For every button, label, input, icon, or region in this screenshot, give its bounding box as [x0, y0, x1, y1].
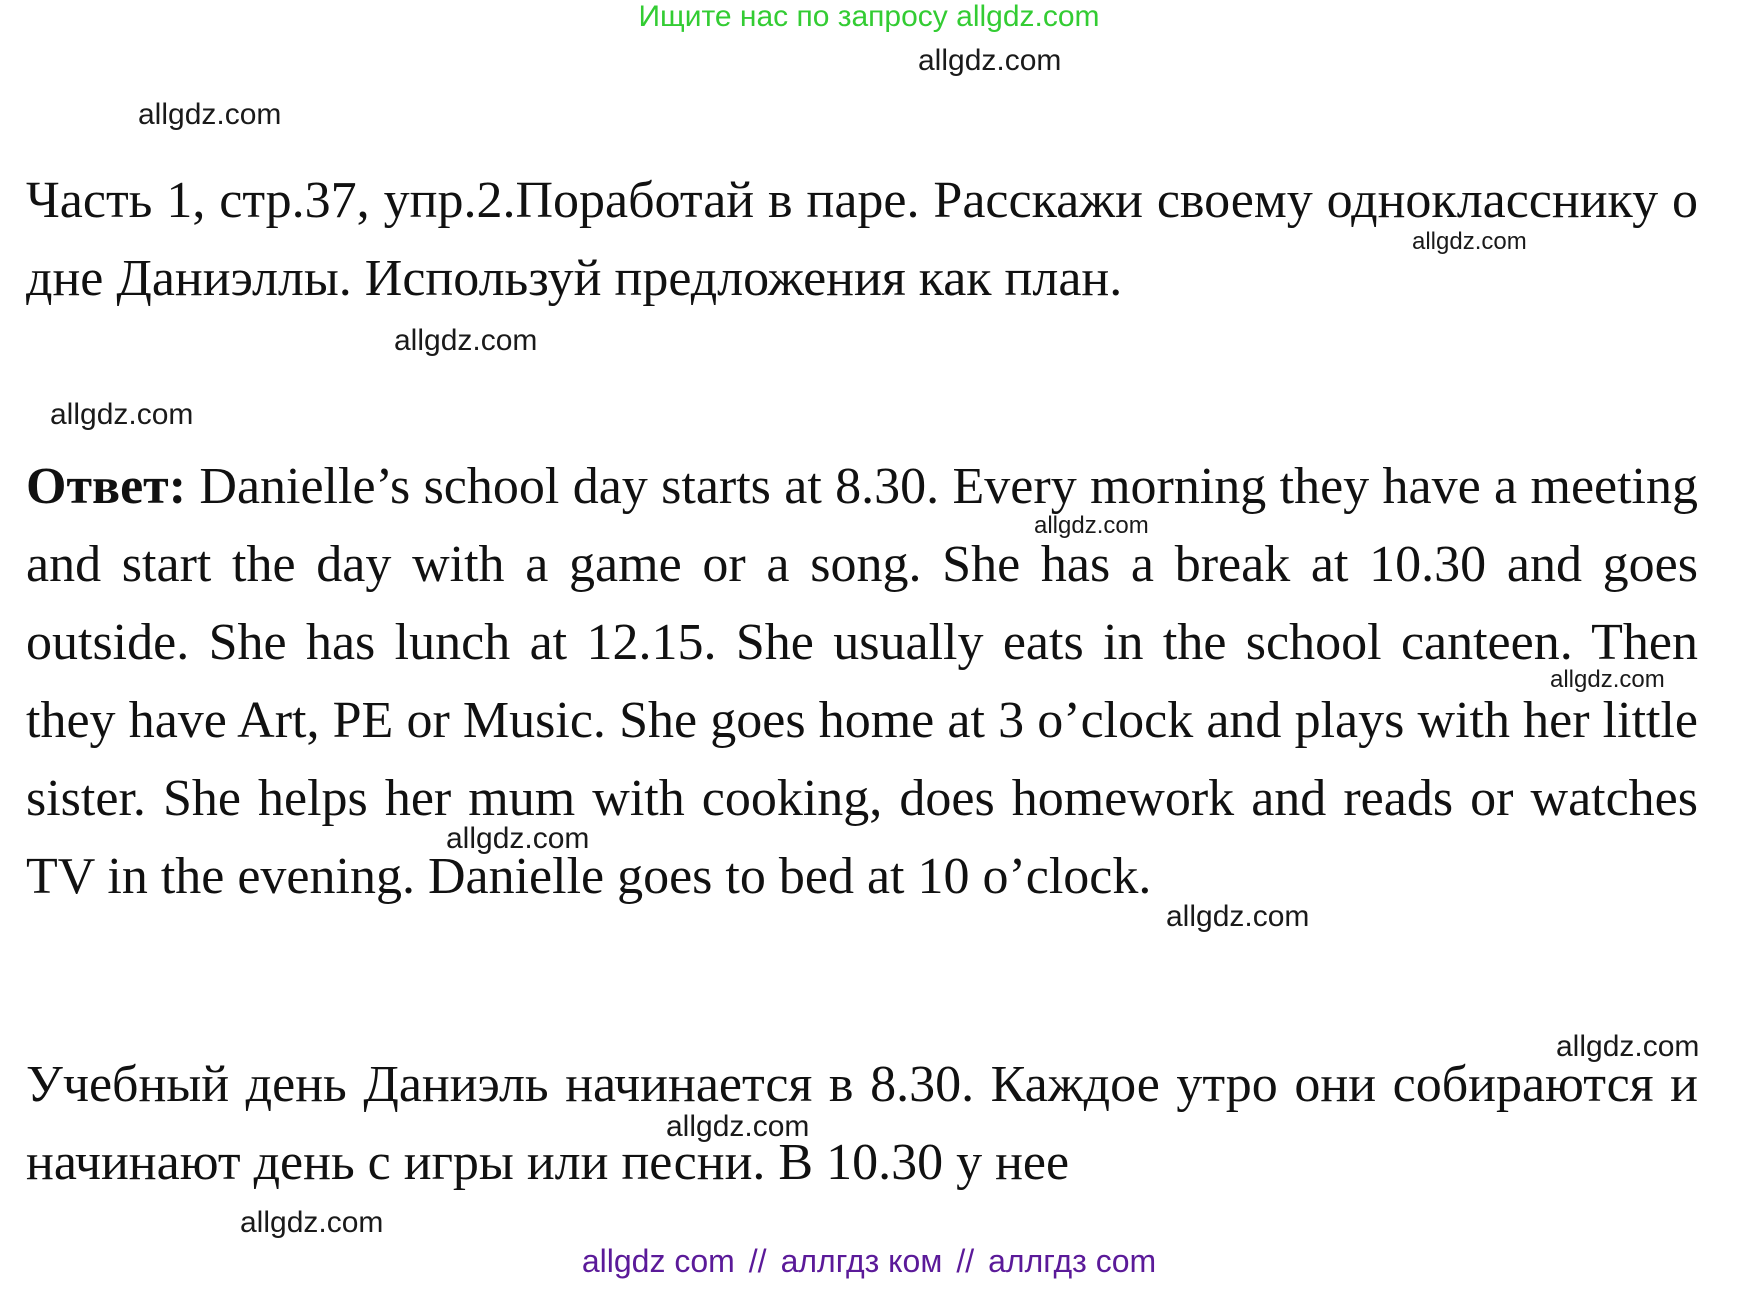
watermark: allgdz.com: [1556, 1030, 1700, 1063]
watermark: allgdz.com: [666, 1110, 810, 1143]
watermark: allgdz.com: [918, 44, 1062, 77]
footer-link-1[interactable]: allgdz com: [581, 1243, 735, 1279]
footer-link-3[interactable]: аллгдз com: [988, 1243, 1157, 1279]
answer-label: Ответ:: [26, 458, 187, 515]
watermark: allgdz.com: [1166, 900, 1310, 933]
answer-paragraph: [26, 448, 1698, 916]
watermark: allgdz.com: [1034, 512, 1149, 539]
watermark: allgdz.com: [50, 398, 194, 431]
watermark: allgdz.com: [1412, 228, 1527, 255]
translation-text: Учебный день Даниэль начинается в 8.30. Каждое утро они собираются и начинают день с игры или песни. В 10.30 у нее: [26, 1056, 1698, 1191]
footer-separator: //: [748, 1243, 767, 1279]
watermark: allgdz.com: [394, 324, 538, 357]
footer-links: [0, 1243, 1738, 1280]
answer-text: Danielle’s school day starts at 8.30. Every morning they have a meeting and start the day with a game or a song. She has a break at 10.30 and goes outside. She has lunch at 12.15. She usually eats in the school canteen. Then they have Art, PE or Music. She goes home at 3 o’clock and plays with her little sister. She helps her mum with cooking, does homework and reads or watches TV in the evening. Danielle goes to bed at 10 o’clock.: [26, 458, 1699, 905]
search-banner: Ищите нас по запросу allgdz.com: [638, 0, 1100, 33]
task-text: Часть 1, стр.37, упр.2.Поработай в паре. Расскажи своему однокласснику о дне Даниэллы. Используй предложения как план.: [26, 172, 1698, 307]
watermark: allgdz.com: [446, 822, 590, 855]
watermark: allgdz.com: [240, 1206, 384, 1239]
watermark: allgdz.com: [1550, 666, 1665, 693]
watermark: allgdz.com: [138, 98, 282, 131]
footer-separator: //: [956, 1243, 975, 1279]
footer-link-2[interactable]: аллгдз ком: [780, 1243, 943, 1279]
